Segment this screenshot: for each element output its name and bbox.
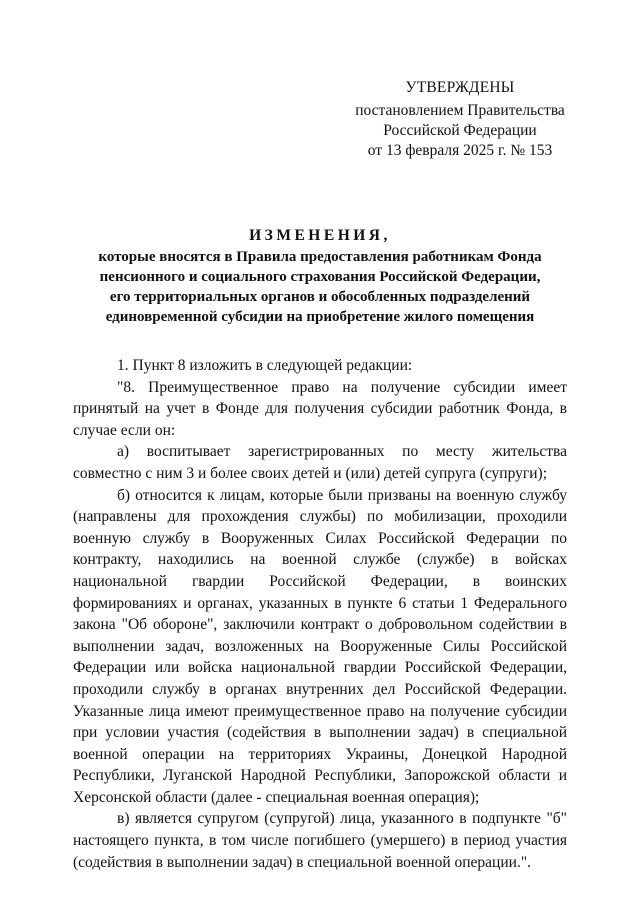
- approval-date-line: от 13 февраля 2025 г. № 153: [367, 142, 553, 159]
- approval-heading: УТВЕРЖДЕНЫ: [405, 79, 515, 96]
- document-title: ИЗМЕНЕНИЯ,: [249, 227, 391, 244]
- document-body: [73, 355, 567, 873]
- paragraph-subpoint-a: а) воспитывает зарегистрированных по месту жительства совместно с ним 3 и более своих детей и (или) детей супруга (супруги);: [73, 443, 567, 482]
- subtitle-line-4: единовременной субсидии на приобретение жилого помещения: [105, 309, 535, 325]
- approval-line-1: постановлением Правительства: [355, 102, 565, 119]
- approval-block: [340, 78, 580, 161]
- approval-line-2: Российской Федерации: [383, 122, 537, 139]
- paragraph-subpoint-v: в) является супругом (супругой) лица, указанного в подпункте "б" настоящего пункта, в том числе погибшего (умершего) в период участия (содействия в выполнении задач) в специальной военной операции.".: [73, 810, 567, 871]
- subtitle-line-2: пенсионного и социального страхования Российской Федерации,: [99, 269, 541, 285]
- paragraph-subpoint-b: б) относится к лицам, которые были призваны на военную службу (направлены для прохождения службы) по мобилизации, проходили военную службу в Вооруженных Силах Российской Федерации по контракту, находились на военной службе (службе) в войсках национальной гвардии Российской Федерации, в воинских формированиях и органах, указанных в пункте 6 статьи 1 Федерального закона "Об обороне", заключили контракт о добровольном содействии в выполнении задач, возложенных на Вооруженные Силы Российской Федерации или войска национальной гвардии Российской Федерации, проходили службу в органах внутренних дел Российской Федерации. Указанные лица имеют преимущественное право на получение субсидии при условии участия (содействия в выполнении задач) в специальной военной операции на территориях Украины, Донецкой Народной Республики, Луганской Народной Республики, Запорожской области и Херсонской области (далее - специальная военная операция);: [73, 486, 567, 806]
- paragraph-item-1: 1. Пункт 8 изложить в следующей редакции:: [117, 357, 413, 374]
- paragraph-point-8: "8. Преимущественное право на получение субсидии имеет принятый на учет в Фонде для получения субсидии работник Фонда, в случае если он:: [73, 378, 567, 439]
- document-subtitle: [40, 247, 600, 327]
- subtitle-line-3: его территориальных органов и обособленных подразделений: [109, 289, 531, 305]
- subtitle-line-1: которые вносятся в Правила предоставления работникам Фонда: [98, 249, 542, 265]
